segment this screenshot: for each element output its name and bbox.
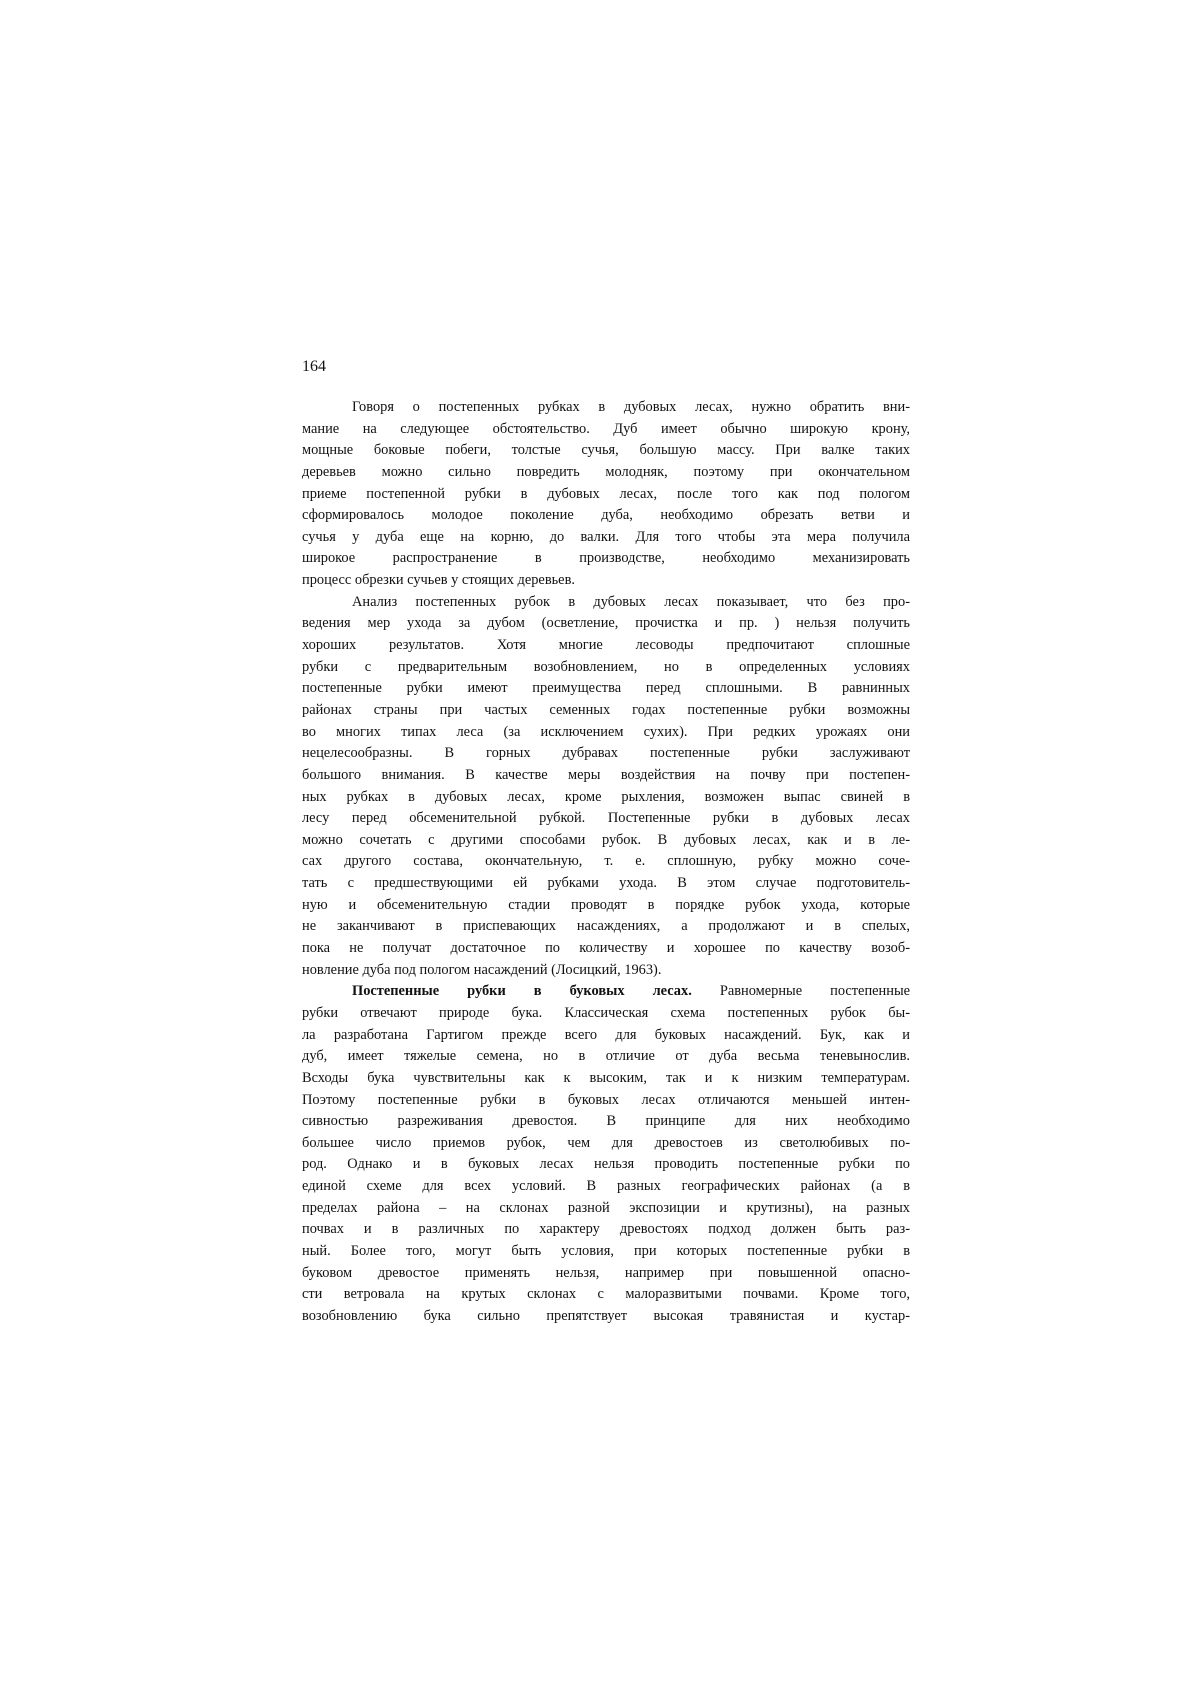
text-line: сформировалось молодое поколение дуба, необходимо обрезать ветви и [302, 507, 910, 524]
section-heading: Постепенные рубки в буковых лесах. [352, 983, 692, 1000]
text-line: нецелесообразны. В горных дубравах постепенные рубки заслуживают [302, 745, 910, 762]
text-line: Всходы бука чувствительны как к высоким, так и к низким температурам. [302, 1069, 910, 1086]
text-line: возобновлению бука сильно препятствует высокая травянистая и кустар- [302, 1307, 910, 1324]
text-line: Говоря о постепенных рубках в дубовых лесах, нужно обратить вни- [352, 399, 910, 415]
text-line: почвах и в различных по характеру древостоях подход должен быть раз- [302, 1221, 910, 1238]
text-line: не заканчивают в приспевающих насаждениях, а продолжают и в спелых, [302, 918, 910, 935]
text-line: единой схеме для всех условий. В разных географических районах (а в [302, 1178, 910, 1195]
text-line: можно сочетать с другими способами рубок. В дубовых лесах, как и в ле- [302, 831, 910, 848]
text-line: ный. Более того, могут быть условия, при которых постепенные рубки в [302, 1242, 910, 1259]
text-line: во многих типах леса (за исключением сухих). При редких урожаях они [302, 723, 910, 740]
text-line: пока не получат достаточное по количеству и хорошее по качеству возоб- [302, 940, 910, 957]
text-line: пределах района – на склонах разной экспозиции и крутизны), на разных [302, 1199, 910, 1216]
page-number: 164 [302, 358, 326, 375]
text-line: хороших результатов. Хотя многие лесоводы предпочитают сплошные [302, 637, 910, 654]
text-line: постепенные рубки имеют преимущества перед сплошными. В равнинных [302, 680, 910, 697]
text-line: сучья у дуба еще на корню, до валки. Для того чтобы эта мера получила [302, 528, 910, 545]
text-block [302, 397, 910, 1328]
text-line: сах другого состава, окончательную, т. е. сплошную, рубку можно соче- [302, 853, 910, 870]
text-line-rest: Равномерные постепенные [719, 983, 910, 1000]
text-line: сивностью разреживания древостоя. В принципе для них необходимо [302, 1113, 910, 1130]
text-line: рубки отвечают природе бука. Классическая схема постепенных рубок бы- [302, 1004, 910, 1021]
text-line: широкое распространение в производстве, необходимо механизировать [302, 550, 910, 567]
text-line: род. Однако и в буковых лесах нельзя проводить постепенные рубки по [302, 1156, 910, 1173]
text-line: ных рубках в дубовых лесах, кроме рыхления, возможен выпас свиней в [302, 788, 910, 805]
text-line: ла разработана Гартигом прежде всего для буковых насаждений. Бук, как и [302, 1026, 910, 1043]
text-line: большого внимания. В качестве меры воздействия на почву при постепен- [302, 766, 910, 783]
text-line: районах страны при частых семенных годах постепенные рубки возможны [302, 701, 910, 718]
text-line: Поэтому постепенные рубки в буковых лесах отличаются меньшей интен- [302, 1091, 910, 1108]
text-line: приеме постепенной рубки в дубовых лесах, после того как под пологом [302, 485, 910, 502]
text-line: дуб, имеет тяжелые семена, но в отличие от дуба весьма теневынослив. [302, 1048, 910, 1065]
text-line: тать с предшествующими ей рубками ухода. В этом случае подготовитель- [302, 875, 910, 892]
text-line: буковом древостое применять нельзя, например при повышенной опасно- [302, 1264, 910, 1281]
text-line: большее число приемов рубок, чем для древостоев из светолюбивых по- [302, 1134, 910, 1151]
text-line: рубки с предварительным возобновлением, но в определенных условиях [302, 658, 910, 675]
text-line: лесу перед обсеменительной рубкой. Постепенные рубки в дубовых лесах [302, 810, 910, 827]
text-line: мание на следующее обстоятельство. Дуб имеет обычно широкую крону, [302, 420, 910, 437]
text-line: деревьев можно сильно повредить молодняк, поэтому при окончательном [302, 463, 910, 480]
text-line: новление дуба под пологом насаждений (Лосицкий, 1963). [302, 961, 662, 978]
text-line: ведения мер ухода за дубом (осветление, прочистка и пр. ) нельзя получить [302, 615, 910, 632]
text-line: процесс обрезки сучьев у стоящих деревьев. [302, 572, 575, 589]
text-line: Анализ постепенных рубок в дубовых лесах показывает, что без про- [352, 593, 910, 610]
text-line-with-heading [302, 981, 910, 1003]
text-line: ную и обсеменительную стадии проводят в порядке рубок ухода, которые [302, 896, 910, 913]
text-line: сти ветровала на крутых склонах с малоразвитыми почвами. Кроме того, [302, 1286, 910, 1303]
text-line: мощные боковые побеги, толстые сучья, большую массу. При валке таких [302, 442, 910, 459]
